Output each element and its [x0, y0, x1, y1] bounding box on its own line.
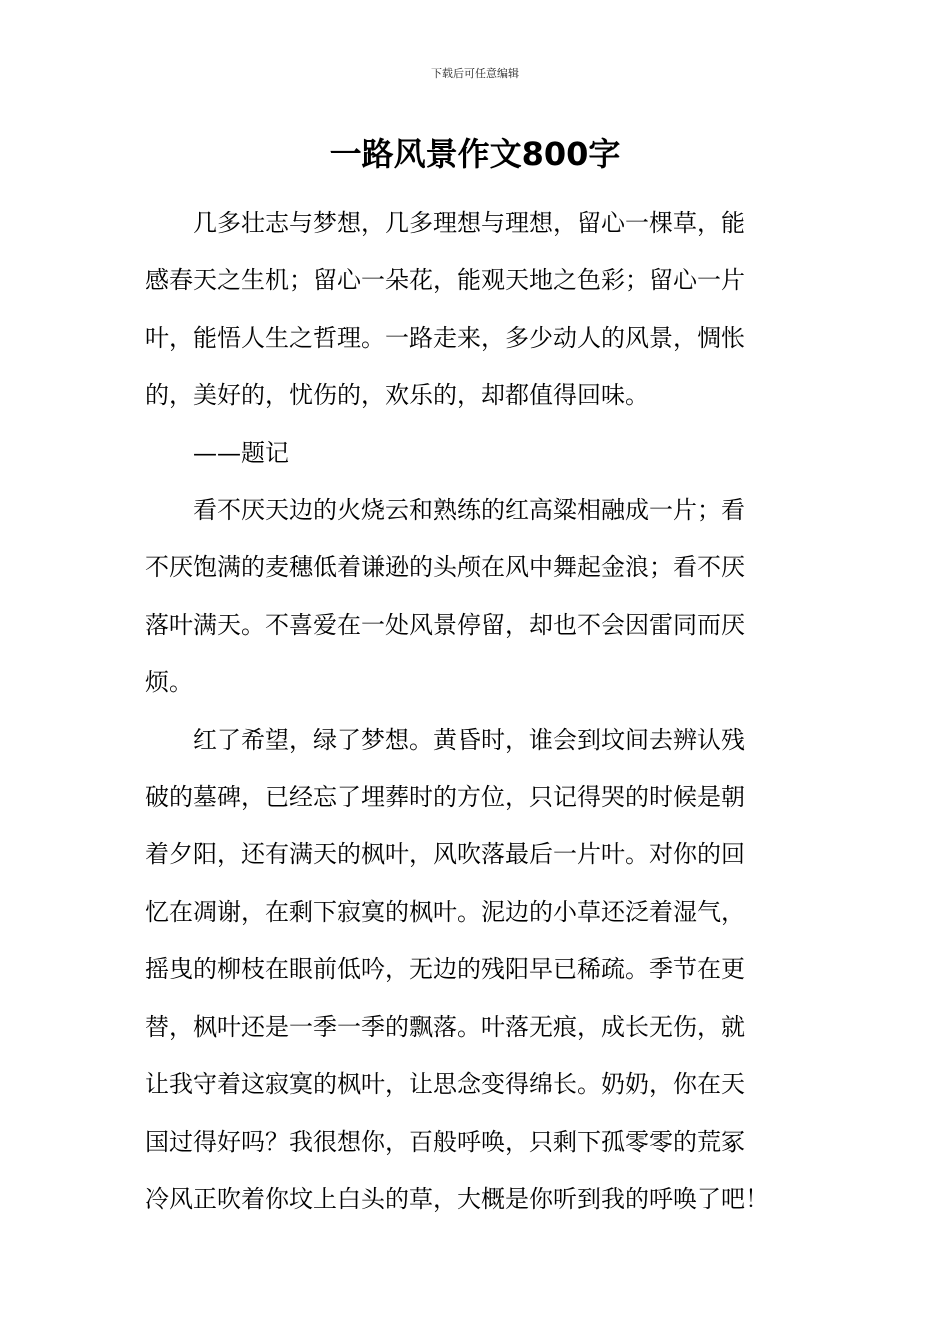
text-line: 几多壮志与梦想，几多理想与理想，留心一棵草，能: [193, 209, 745, 237]
text-line: 摇曳的柳枝在眼前低吟，无边的残阳早已稀疏。季节在更: [145, 955, 745, 984]
text-line: 国过得好吗？我很想你，百般呼唤，只剩下孤零零的荒冢: [145, 1127, 745, 1156]
text-line: 着夕阳，还有满天的枫叶，风吹落最后一片叶。对你的回: [145, 840, 745, 869]
text-line: 烦。: [145, 668, 193, 697]
header-note: 下载后可任意编辑: [431, 67, 519, 80]
text-line: 红了希望，绿了梦想。黄昏时，谁会到坟间去辨认残: [193, 725, 745, 754]
text-line: 看不厌天边的火烧云和熟练的红高粱相融成一片；看: [193, 496, 745, 525]
text-line: 叶，能悟人生之哲理。一路走来，多少动人的风景，惆怅: [145, 323, 745, 352]
text-line: 感春天之生机；留心一朵花，能观天地之色彩；留心一片: [145, 266, 745, 295]
essay-title: 一路风景作文800字: [329, 135, 621, 173]
text-line: 的，美好的，忧伤的，欢乐的，却都值得回味。: [145, 381, 649, 410]
paragraph-memory: [145, 712, 810, 1229]
text-line: ——题记: [193, 438, 289, 467]
paragraph-scenery: [145, 482, 810, 712]
text-line: 让我守着这寂寞的枫叶，让思念变得绵长。奶奶，你在天: [145, 1070, 745, 1099]
text-line: 忆在凋谢，在剩下寂寞的枫叶。泥边的小草还泛着湿气，: [145, 897, 745, 926]
text-line: 替，枫叶还是一季一季的飘落。叶落无痕，成长无伤，就: [145, 1012, 745, 1041]
text-line: 不厌饱满的麦穗低着谦逊的头颅在风中舞起金浪；看不厌: [145, 553, 745, 582]
paragraph-intro: [145, 195, 810, 425]
paragraph-epigraph: [145, 425, 810, 482]
text-line: 落叶满天。不喜爱在一处风景停留，却也不会因雷同而厌: [145, 610, 745, 639]
essay-body: [145, 195, 810, 1228]
text-line: 冷风正吹着你坟上白头的草，大概是你听到我的呼唤了吧！: [145, 1184, 769, 1213]
text-line: 破的墓碑，已经忘了埋葬时的方位，只记得哭的时候是朝: [145, 783, 745, 812]
